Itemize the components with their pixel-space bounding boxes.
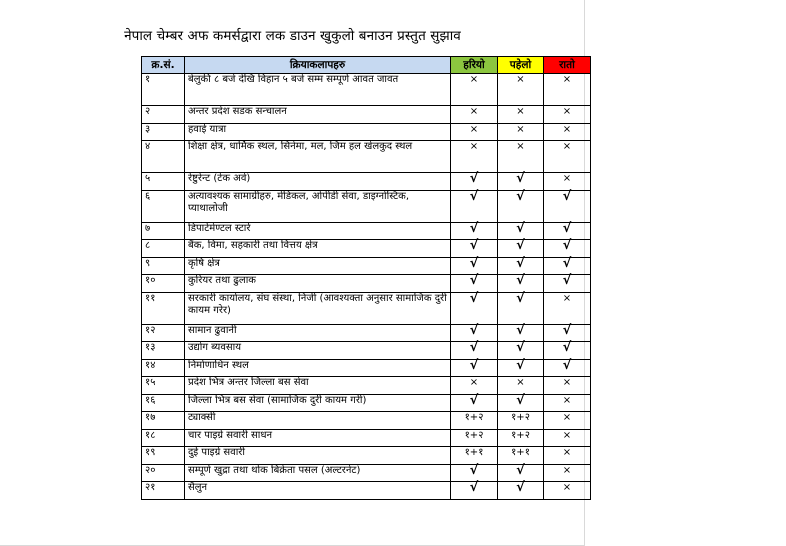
serial-number-cell: २० — [142, 464, 185, 482]
activity-cell: ट्याक्सी — [185, 412, 451, 430]
yellow-zone-cell: × — [498, 123, 544, 141]
yellow-zone-cell: √ — [498, 222, 544, 240]
serial-number-cell: ३ — [142, 123, 185, 141]
red-zone-cell: × — [544, 74, 591, 106]
activity-cell: रेष्टुरेन्ट (टेक अवे) — [185, 173, 451, 191]
activity-cell: सैलुन — [185, 482, 451, 500]
yellow-zone-cell: १+२ — [498, 412, 544, 430]
red-zone-cell: √ — [544, 190, 591, 222]
table-row — [142, 141, 591, 173]
table-row — [142, 464, 591, 482]
header-red-zone: रातो — [544, 57, 591, 74]
activity-cell: दुई पाइग्रे सवारी — [185, 447, 451, 465]
red-zone-cell: × — [544, 141, 591, 173]
table-row — [142, 173, 591, 191]
activity-cell: निर्माणाधिन स्थल — [185, 359, 451, 377]
serial-number-cell: ५ — [142, 173, 185, 191]
red-zone-cell: × — [544, 173, 591, 191]
yellow-zone-cell: १+२ — [498, 429, 544, 447]
green-zone-cell: √ — [451, 257, 498, 275]
serial-number-cell: ११ — [142, 292, 185, 324]
table-row — [142, 429, 591, 447]
header-activities: क्रियाकलापहरु — [185, 57, 451, 74]
table-row — [142, 222, 591, 240]
yellow-zone-cell: × — [498, 141, 544, 173]
activity-cell: बेलुकी ८ बजे देखि विहान ५ बजे सम्म सम्पूर्ण आवत जावत — [185, 74, 451, 106]
activity-cell: अत्यावश्यक सामाग्रीहरु, मेडिकल, ओपीडी सेवा, डाइग्नोस्टिक, प्याथालोजी — [185, 190, 451, 222]
header-yellow-zone: पहेलो — [498, 57, 544, 74]
serial-number-cell: १० — [142, 275, 185, 293]
serial-number-cell: ८ — [142, 240, 185, 258]
yellow-zone-cell: √ — [498, 190, 544, 222]
table-row — [142, 482, 591, 500]
yellow-zone-cell: √ — [498, 482, 544, 500]
table-row — [142, 123, 591, 141]
green-zone-cell: √ — [451, 394, 498, 412]
table-row — [142, 190, 591, 222]
green-zone-cell: × — [451, 123, 498, 141]
table-row — [142, 342, 591, 360]
yellow-zone-cell: √ — [498, 257, 544, 275]
yellow-zone-cell: √ — [498, 394, 544, 412]
green-zone-cell: १+२ — [451, 412, 498, 430]
green-zone-cell: × — [451, 377, 498, 395]
activity-cell: प्रदेश भित्र अन्तर जिल्ला बस सेवा — [185, 377, 451, 395]
activity-cell: हवाई यात्रा — [185, 123, 451, 141]
green-zone-cell: √ — [451, 482, 498, 500]
document-title: नेपाल चेम्बर अफ कमर्सद्वारा लक डाउन खुकुलो बनाउन प्रस्तुत सुझाव — [124, 28, 461, 44]
activity-cell: कृषि क्षेत्र — [185, 257, 451, 275]
activity-cell: कुरियर तथा ढुलाक — [185, 275, 451, 293]
red-zone-cell: × — [544, 464, 591, 482]
yellow-zone-cell: √ — [498, 464, 544, 482]
green-zone-cell: × — [451, 74, 498, 106]
serial-number-cell: १६ — [142, 394, 185, 412]
table-row — [142, 106, 591, 124]
serial-number-cell: १४ — [142, 359, 185, 377]
serial-number-cell: १५ — [142, 377, 185, 395]
red-zone-cell: × — [544, 123, 591, 141]
table-row — [142, 240, 591, 258]
green-zone-cell: √ — [451, 190, 498, 222]
yellow-zone-cell: √ — [498, 240, 544, 258]
green-zone-cell: × — [451, 106, 498, 124]
serial-number-cell: ७ — [142, 222, 185, 240]
yellow-zone-cell: √ — [498, 324, 544, 342]
red-zone-cell: × — [544, 394, 591, 412]
table-row — [142, 257, 591, 275]
table-row — [142, 377, 591, 395]
serial-number-cell: २ — [142, 106, 185, 124]
yellow-zone-cell: √ — [498, 292, 544, 324]
red-zone-cell: × — [544, 106, 591, 124]
green-zone-cell: √ — [451, 292, 498, 324]
table-row — [142, 324, 591, 342]
green-zone-cell: √ — [451, 324, 498, 342]
activity-cell: सामान ढुवानी — [185, 324, 451, 342]
activity-cell: जिल्ला भित्र बस सेवा (सामाजिक दुरी कायम गरी) — [185, 394, 451, 412]
serial-number-cell: १९ — [142, 447, 185, 465]
yellow-zone-cell: × — [498, 74, 544, 106]
serial-number-cell: १ — [142, 74, 185, 106]
activity-cell: उद्योग ब्यवसाय — [185, 342, 451, 360]
serial-number-cell: १३ — [142, 342, 185, 360]
yellow-zone-cell: √ — [498, 342, 544, 360]
header-green-zone: हरियो — [451, 57, 498, 74]
green-zone-cell: √ — [451, 275, 498, 293]
red-zone-cell: × — [544, 412, 591, 430]
table-row — [142, 359, 591, 377]
green-zone-cell: १+१ — [451, 447, 498, 465]
header-serial-number: क्र.सं. — [142, 57, 185, 74]
table-row — [142, 447, 591, 465]
green-zone-cell: √ — [451, 342, 498, 360]
lockdown-suggestion-table — [141, 56, 591, 500]
yellow-zone-cell: × — [498, 377, 544, 395]
yellow-zone-cell: √ — [498, 173, 544, 191]
activity-cell: अन्तर प्रदेश सडक सन्चालन — [185, 106, 451, 124]
red-zone-cell: × — [544, 292, 591, 324]
table-row — [142, 275, 591, 293]
activity-cell: सम्पूर्ण खुद्रा तथा थोक बिक्रेता पसल (अल्टरनेट) — [185, 464, 451, 482]
red-zone-cell: √ — [544, 324, 591, 342]
serial-number-cell: ९ — [142, 257, 185, 275]
serial-number-cell: २१ — [142, 482, 185, 500]
table-row — [142, 292, 591, 324]
red-zone-cell: × — [544, 377, 591, 395]
red-zone-cell: × — [544, 447, 591, 465]
serial-number-cell: ६ — [142, 190, 185, 222]
activity-cell: चार पाइग्रे सवारी साधन — [185, 429, 451, 447]
red-zone-cell: √ — [544, 222, 591, 240]
activity-cell: सरकारी कार्यालय, संघ संस्था, निजी (आवश्यक्ता अनुसार सामाजिक दुरी कायम गरेर) — [185, 292, 451, 324]
table-row — [142, 412, 591, 430]
yellow-zone-cell: × — [498, 106, 544, 124]
green-zone-cell: √ — [451, 359, 498, 377]
yellow-zone-cell: √ — [498, 359, 544, 377]
green-zone-cell: १+२ — [451, 429, 498, 447]
red-zone-cell: × — [544, 429, 591, 447]
serial-number-cell: १२ — [142, 324, 185, 342]
red-zone-cell: √ — [544, 257, 591, 275]
green-zone-cell: √ — [451, 222, 498, 240]
yellow-zone-cell: √ — [498, 275, 544, 293]
activity-cell: डिपार्टमेण्टल स्टार्र — [185, 222, 451, 240]
red-zone-cell: √ — [544, 359, 591, 377]
green-zone-cell: × — [451, 141, 498, 173]
table-row — [142, 74, 591, 106]
red-zone-cell: √ — [544, 240, 591, 258]
activity-cell: बैंक, विमा, सहकारी तथा वित्तय क्षेत्र — [185, 240, 451, 258]
green-zone-cell: √ — [451, 173, 498, 191]
serial-number-cell: १८ — [142, 429, 185, 447]
table-row — [142, 394, 591, 412]
red-zone-cell: × — [544, 482, 591, 500]
table-header-row — [142, 57, 591, 74]
serial-number-cell: १७ — [142, 412, 185, 430]
red-zone-cell: √ — [544, 342, 591, 360]
serial-number-cell: ४ — [142, 141, 185, 173]
red-zone-cell: √ — [544, 275, 591, 293]
green-zone-cell: √ — [451, 240, 498, 258]
yellow-zone-cell: १+१ — [498, 447, 544, 465]
green-zone-cell: √ — [451, 464, 498, 482]
activity-cell: शिक्षा क्षेत्र, धार्मिक स्थल, सिनेमा, मल, जिम हल खेलकुद स्थल — [185, 141, 451, 173]
